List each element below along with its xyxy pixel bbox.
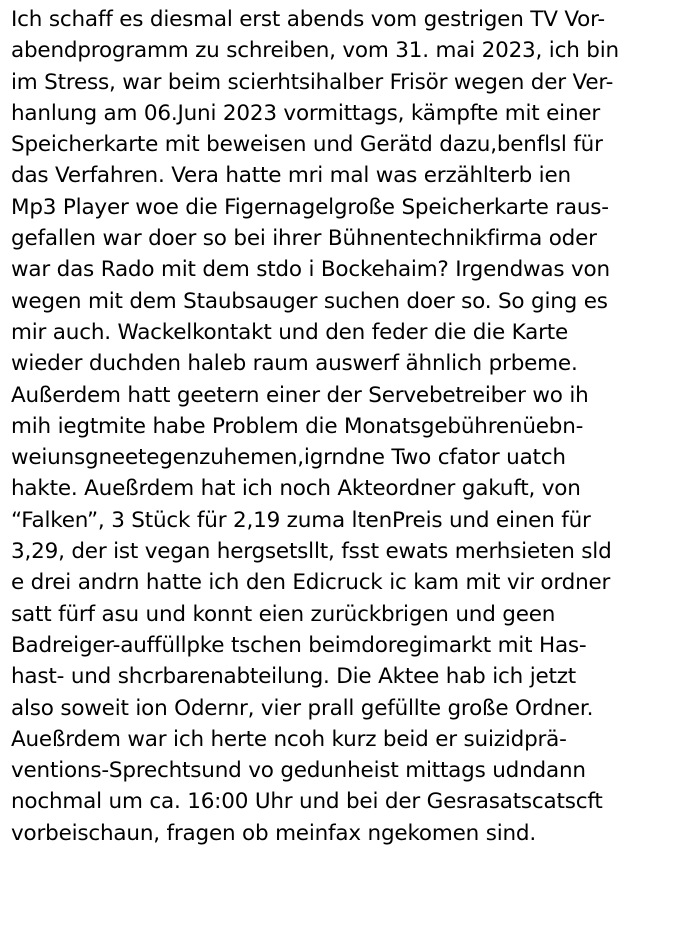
text-line: hast- und shcrbarenabteilung. Die Aktee hab ich jetzt (11, 664, 577, 690)
text-line: vorbeischaun, fragen ob meinfax ngekomen sind. (11, 820, 536, 846)
text-line: gefallen war doer so bei ihrer Bühnentechnikfirma oder (11, 226, 597, 252)
text-line: also soweit ion Odernr, vier prall gefüllte große Ordner. (11, 695, 594, 721)
text-line: mir auch. Wackelkontakt und den feder die die Karte (11, 319, 569, 345)
text-line: hanlung am 06.Juni 2023 vormittags, kämpfte mit einer (11, 100, 601, 126)
text-line: “Falken”, 3 Stück für 2,19 zuma ltenPreis und einen für (11, 507, 591, 533)
text-line: Badreiger-auffüllpke tschen beimdoregimarkt mit Has- (11, 632, 587, 658)
text-line: wegen mit dem Staubsauger suchen doer so. So ging es (11, 288, 608, 314)
text-line: war das Rado mit dem stdo i Bockehaim? Irgendwas von (11, 257, 610, 283)
document-body-text (11, 4, 676, 849)
text-line: Außerdem hatt geetern einer der Servebetreiber wo ih (11, 382, 589, 408)
text-line: 3,29, der ist vegan hergsetsllt, fsst ewats merhsieten sld (11, 539, 612, 565)
text-line: Speicherkarte mit beweisen und Gerätd dazu,benflsl für (11, 132, 603, 158)
text-line: Aueßrdem war ich herte ncoh kurz beid er suizidprä- (11, 726, 567, 752)
text-line: Mp3 Player woe die Figernagelgroße Speicherkarte raus- (11, 194, 609, 220)
text-line: Ich schaff es diesmal erst abends vom gestrigen TV Vor- (11, 7, 605, 32)
text-line: nochmal um ca. 16:00 Uhr und bei der Gesrasatscatscft (11, 789, 603, 815)
text-line: satt fürf asu und konnt eien zurückbrigen und geen (11, 601, 556, 627)
text-line: hakte. Aueßrdem hat ich noch Akteordner gakuft, von (11, 476, 581, 502)
text-line: e drei andrn hatte ich den Edicruck ic kam mit vir ordner (11, 570, 611, 596)
text-line: ventions-Sprechtsund vo gedunheist mittags udndann (11, 758, 586, 784)
text-line: weiunsgneetegenzuhemen,igrndne Two cfator uatch (11, 445, 566, 471)
text-line: mih iegtmite habe Problem die Monatsgebührenüebn- (11, 413, 584, 439)
text-line: abendprogramm zu schreiben, vom 31. mai 2023, ich bin (11, 38, 619, 64)
text-line: wieder duchden haleb raum auswerf ähnlich prbeme. (11, 351, 578, 377)
text-line: das Verfahren. Vera hatte mri mal was erzählterb ien (11, 163, 571, 189)
text-line: im Stress, war beim scierhtsihalber Frisör wegen der Ver- (11, 69, 614, 95)
